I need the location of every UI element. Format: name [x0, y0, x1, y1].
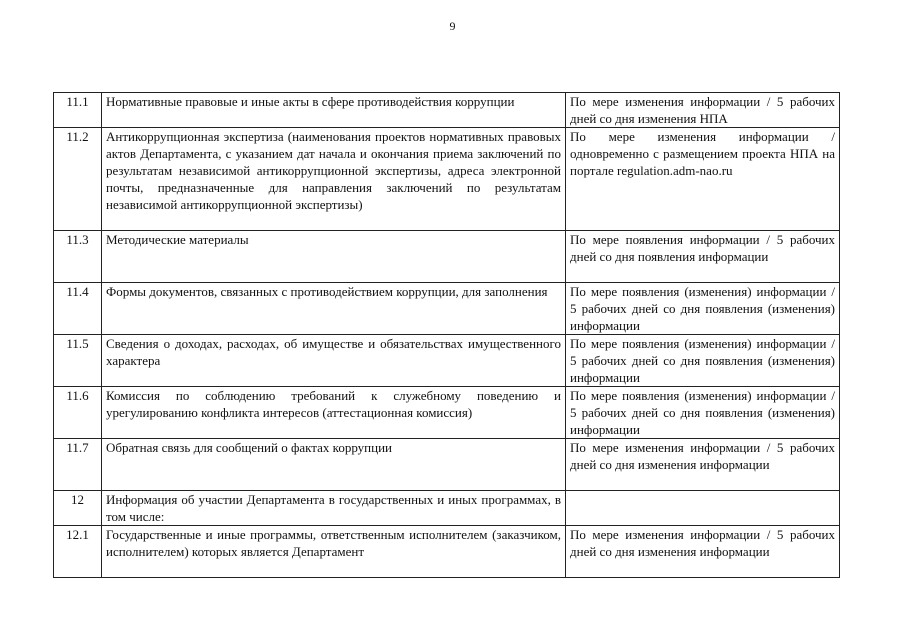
- row-update-term: [566, 491, 840, 526]
- row-number: 11.6: [54, 387, 102, 439]
- row-update-term: По мере появления (изменения) информации / 5 рабочих дней со дня появления (изменения) информации: [566, 335, 840, 387]
- table-row: [54, 128, 840, 231]
- disclosure-table: [53, 92, 840, 578]
- row-number: 12.1: [54, 526, 102, 578]
- row-number: 11.5: [54, 335, 102, 387]
- table-row: [54, 231, 840, 283]
- row-update-term: По мере изменения информации / 5 рабочих дней со дня изменения информации: [566, 439, 840, 491]
- row-update-term: По мере изменения информации / 5 рабочих дней со дня изменения НПА: [566, 93, 840, 128]
- table-row: [54, 283, 840, 335]
- row-number: 11.7: [54, 439, 102, 491]
- row-section-name: Сведения о доходах, расходах, об имуществе и обязательствах имущественного характера: [102, 335, 566, 387]
- table-row: [54, 93, 840, 128]
- row-number: 11.1: [54, 93, 102, 128]
- row-section-name: Обратная связь для сообщений о фактах коррупции: [102, 439, 566, 491]
- row-update-term: По мере появления (изменения) информации / 5 рабочих дней со дня появления (изменения) информации: [566, 387, 840, 439]
- row-number: 11.4: [54, 283, 102, 335]
- row-section-name: Формы документов, связанных с противодействием коррупции, для заполнения: [102, 283, 566, 335]
- table-row: [54, 335, 840, 387]
- row-number: 11.3: [54, 231, 102, 283]
- row-section-name: Антикоррупционная экспертиза (наименования проектов нормативных правовых актов Департамента, с указанием дат начала и окончания приема заключений по результатам независимой антикоррупционной экспертизы, адреса электронной почты, предназначенные для направления заключений по результатам независимой антикоррупционной экспертизы): [102, 128, 566, 231]
- table-row: [54, 387, 840, 439]
- row-update-term: По мере появления (изменения) информации / 5 рабочих дней со дня появления (изменения) информации: [566, 283, 840, 335]
- row-update-term: По мере изменения информации / 5 рабочих дней со дня изменения информации: [566, 526, 840, 578]
- table-row: [54, 439, 840, 491]
- row-section-name: Методические материалы: [102, 231, 566, 283]
- page-number: 9: [449, 19, 456, 33]
- row-section-name: Государственные и иные программы, ответственным исполнителем (заказчиком, исполнителем) которых является Департамент: [102, 526, 566, 578]
- row-section-name: Комиссия по соблюдению требований к служебному поведению и урегулированию конфликта интересов (аттестационная комиссия): [102, 387, 566, 439]
- row-update-term: По мере изменения информации / одновременно с размещением проекта НПА на портале regulation.adm-nao.ru: [566, 128, 840, 231]
- row-section-name: Информация об участии Департамента в государственных и иных программах, в том числе:: [102, 491, 566, 526]
- table-row: [54, 491, 840, 526]
- table-row: [54, 526, 840, 578]
- row-number: 12: [54, 491, 102, 526]
- row-number: 11.2: [54, 128, 102, 231]
- row-update-term: По мере появления информации / 5 рабочих дней со дня появления информации: [566, 231, 840, 283]
- row-section-name: Нормативные правовые и иные акты в сфере противодействия коррупции: [102, 93, 566, 128]
